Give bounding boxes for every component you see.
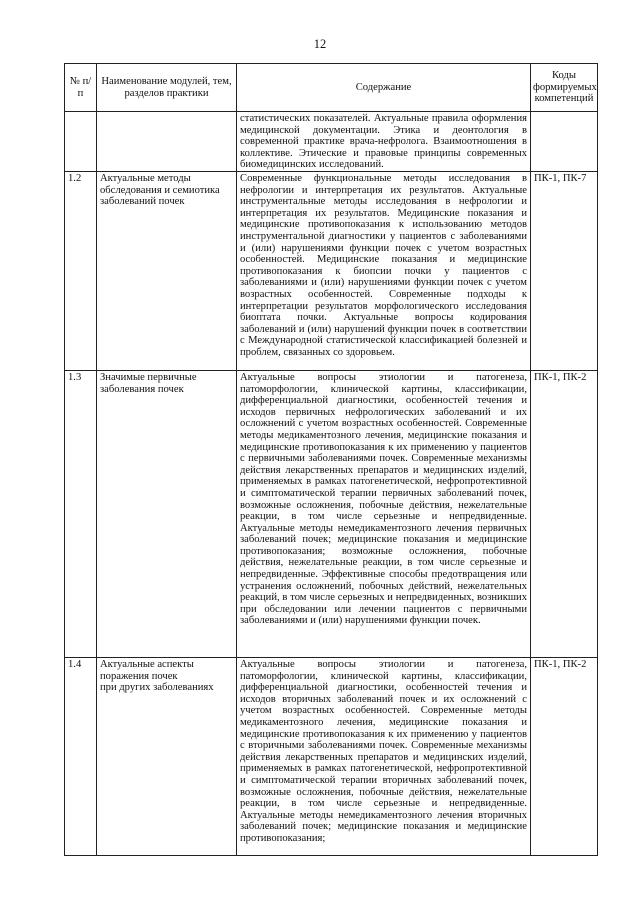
header-row (65, 64, 598, 112)
row-codes: ПК-1, ПК-2 (531, 370, 598, 657)
header-name: Наименование модулей, тем, разделов практики (97, 64, 237, 112)
table-row (65, 370, 598, 657)
row-name-line: поражения почек (100, 670, 178, 682)
header-num: № п/п (65, 64, 97, 112)
row-name-line: при других заболеваниях (100, 682, 214, 694)
row-content: Современные функциональные методы исследования в нефрологии и интерпретация их результатов. Актуальные инструментальные методы исследования в нефрологии и интерпретация их результатов. Медицинские показания и медицинские противопоказания к использованию методов инструментальной диагностики у пациентов с заболеваниями и (или) нарушениями функции почек с учетом возрастных особенностей. Медицинские показания и медицинские противопоказания к биопсии почки у пациентов с заболеваниями и (или) нарушениями функции почек с учетом возрастных особенностей. Современные подходы к интерпретации результатов морфологического исследования биоптата почки. Актуальные вопросы кодирования заболеваний и (или) нарушений функции почек в соответствии с Международной статистической классификацией болезней и проблем, связанных со здоровьем. (237, 171, 531, 370)
row-number: 1.3 (65, 370, 97, 657)
row-name-line: Актуальные аспекты (100, 658, 194, 670)
row-codes (531, 112, 598, 172)
row-number (65, 112, 97, 172)
row-codes: ПК-1, ПК-2 (531, 657, 598, 855)
row-name: Актуальные методы обследования и семиотика заболеваний почек (97, 171, 237, 370)
row-content: статистических показателей. Актуальные правила оформления медицинской документации. Этика и деонтология в современной практике врача-нефролога. Взаимоотношения в коллективе. Этические и правовые принципы современных биомедицинских исследований. (237, 112, 531, 172)
row-number: 1.4 (65, 657, 97, 855)
table-row (65, 171, 598, 370)
row-content: Актуальные вопросы этиологии и патогенеза, патоморфологии, клинической картины, классификации, дифференциальной диагностики, особенностей течения и исходов первичных нефрологических заболеваний и их осложнений с учетом возрастных особенностей. Современные методы медикаментозного лечения, медицинские показания и медицинские противопоказания к их применению у пациентов с первичными заболеваниями почек. Современные механизмы действия лекарственных препаратов и медицинских изделий, применяемых в рамках патогенетической, нефропротективной и симптоматической терапии первичных заболеваний почек, возможные осложнения, побочные действия, нежелательные реакции, в том числе серьезные и непредвиденные. Актуальные методы немедикаментозного лечения первичных заболеваний почек; медицинские показания и медицинские противопоказания; возможные осложнения, побочные действия, нежелательные реакции, в том числе серьезные и непредвиденные. Эффективные способы предотвращения или устранения осложнений, побочных действий, нежелательных реакций, в том числе серьезных и непредвиденных, возникших при обследовании или лечении пациентов с первичными заболеваниями и (или) нарушениями функции почек. (237, 370, 531, 657)
header-codes: Коды формируемых компетенций (531, 64, 598, 112)
curriculum-table (64, 63, 598, 856)
row-name: Значимые первичные заболевания почек (97, 370, 237, 657)
header-content: Содержание (237, 64, 531, 112)
row-name (97, 657, 237, 855)
row-name (97, 112, 237, 172)
page-number: 12 (313, 37, 327, 51)
row-number: 1.2 (65, 171, 97, 370)
table-row (65, 657, 598, 855)
row-content: Актуальные вопросы этиологии и патогенеза, патоморфологии, клинической картины, классификации, дифференциальной диагностики, особенностей течения и исходов вторичных заболеваний почек и их осложнений с учетом возрастных особенностей. Современные методы медикаментозного лечения, медицинские показания и медицинские противопоказания к их применению у пациентов с вторичными заболеваниями почек. Современные механизмы действия лекарственных препаратов и медицинских изделий, применяемых в рамках патогенетической, нефропротективной и симптоматической терапии вторичных заболеваний почек, возможные осложнения, побочные действия, нежелательные реакции, в том числе серьезные и непредвиденные. Актуальные методы немедикаментозного лечения вторичных заболеваний почек; медицинские показания и медицинские противопоказания; (237, 657, 531, 855)
table-row (65, 112, 598, 172)
row-codes: ПК-1, ПК-7 (531, 171, 598, 370)
